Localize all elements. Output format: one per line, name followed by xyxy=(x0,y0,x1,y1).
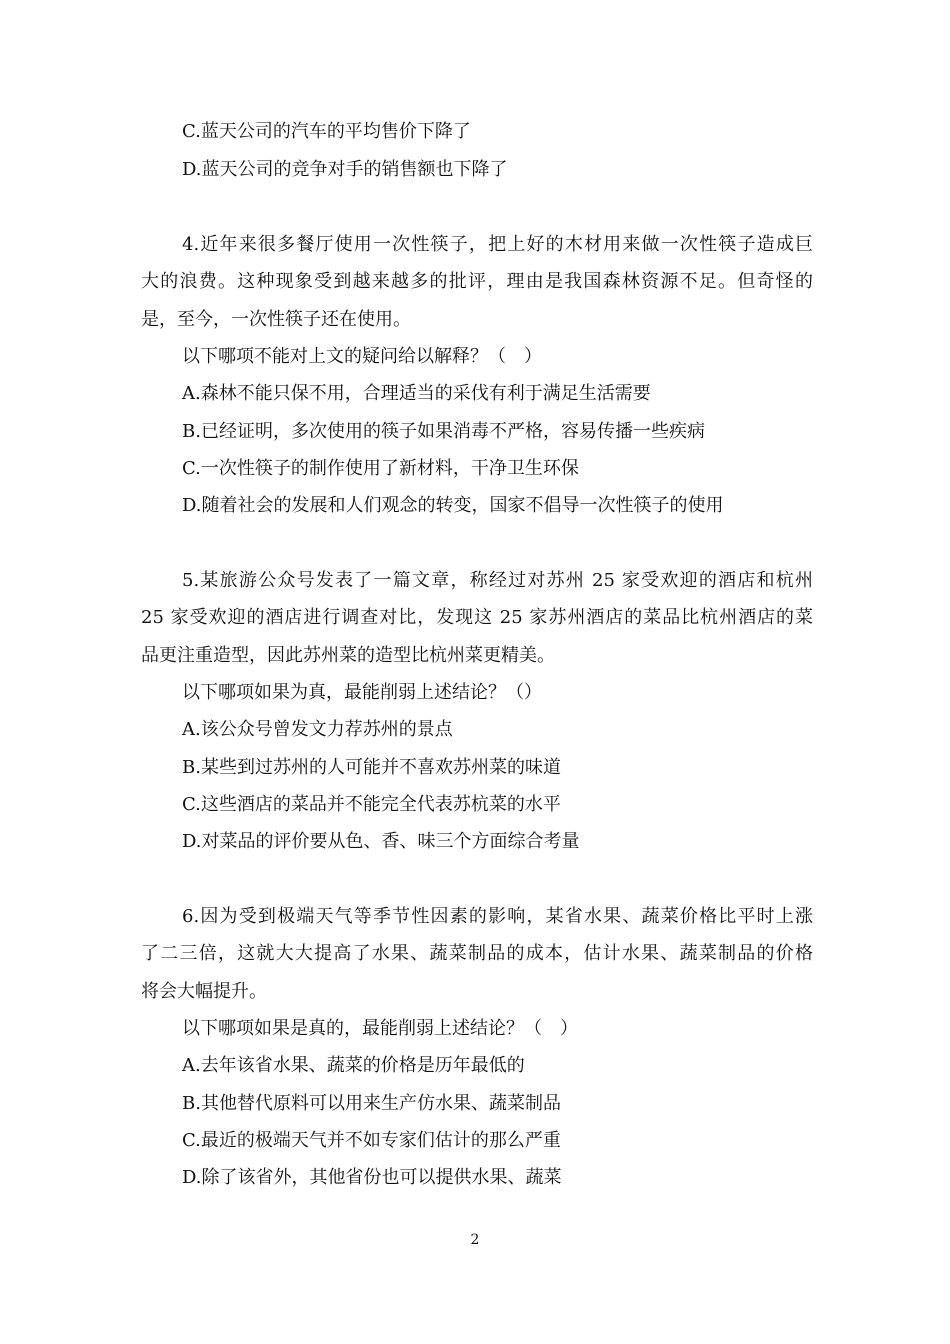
q6-stem-line-1: 6.因为受到极端天气等季节性因素的影响，某省水果、蔬菜价格比平时上涨 xyxy=(182,906,813,927)
q5-option-d: D.对菜品的评价要从色、香、味三个方面综合考量 xyxy=(182,831,580,852)
q5-option-c: C.这些酒店的菜品并不能完全代表苏杭菜的水平 xyxy=(182,794,561,815)
q5-option-b: B.某些到过苏州的人可能并不喜欢苏州菜的味道 xyxy=(182,757,561,778)
page-number: 2 xyxy=(470,1232,480,1248)
q6-option-a: A.去年该省水果、蔬菜的价格是历年最低的 xyxy=(182,1055,525,1076)
q6-option-c: C.最近的极端天气并不如专家们估计的那么严重 xyxy=(182,1130,561,1151)
q6-option-d: D.除了该省外，其他省份也可以提供水果、蔬菜 xyxy=(182,1167,562,1188)
q4-question: 以下哪项不能对上文的疑问给以解释？（ ） xyxy=(182,346,542,367)
q4-option-b: B.已经证明，多次使用的筷子如果消毒不严格，容易传播一些疾病 xyxy=(182,421,705,442)
q5-stem-line-3: 品更注重造型，因此苏州菜的造型比杭州菜更精美。 xyxy=(141,645,555,666)
q4-stem-line-1: 4.近年来很多餐厅使用一次性筷子，把上好的木材用来做一次性筷子造成巨 xyxy=(182,234,813,255)
q6-option-b: B.其他替代原料可以用来生产仿水果、蔬菜制品 xyxy=(182,1093,561,1114)
q3-option-d: D.蓝天公司的竞争对手的销售额也下降了 xyxy=(182,159,508,180)
q4-option-c: C.一次性筷子的制作使用了新材料，干净卫生环保 xyxy=(182,458,579,479)
q5-question: 以下哪项如果为真，最能削弱上述结论？（） xyxy=(182,682,542,703)
q6-stem-line-2: 了二三倍，这就大大提高了水果、蔬菜制品的成本，估计水果、蔬菜制品的价格 xyxy=(141,943,813,964)
q6-stem-line-3: 将会大幅提升。 xyxy=(141,981,267,1002)
q4-option-a: A.森林不能只保不用，合理适当的采伐有利于满足生活需要 xyxy=(182,383,651,404)
q5-stem-line-2: 25 家受欢迎的酒店进行调查对比，发现这 25 家苏州酒店的菜品比杭州酒店的菜 xyxy=(141,607,813,628)
q6-question: 以下哪项如果是真的，最能削弱上述结论？（ ） xyxy=(182,1018,578,1039)
q4-option-d: D.随着社会的发展和人们观念的转变，国家不倡导一次性筷子的使用 xyxy=(182,495,724,516)
q3-option-c: C.蓝天公司的汽车的平均售价下降了 xyxy=(182,121,471,142)
q4-stem-line-2: 大的浪费。这种现象受到越来越多的批评，理由是我国森林资源不足。但奇怪的 xyxy=(141,271,813,292)
q5-stem-line-1: 5.某旅游公众号发表了一篇文章，称经过对苏州 25 家受欢迎的酒店和杭州 xyxy=(182,570,813,591)
q5-option-a: A.该公众号曾发文力荐苏州的景点 xyxy=(182,719,453,740)
q4-stem-line-3: 是，至今，一次性筷子还在使用。 xyxy=(141,309,411,330)
